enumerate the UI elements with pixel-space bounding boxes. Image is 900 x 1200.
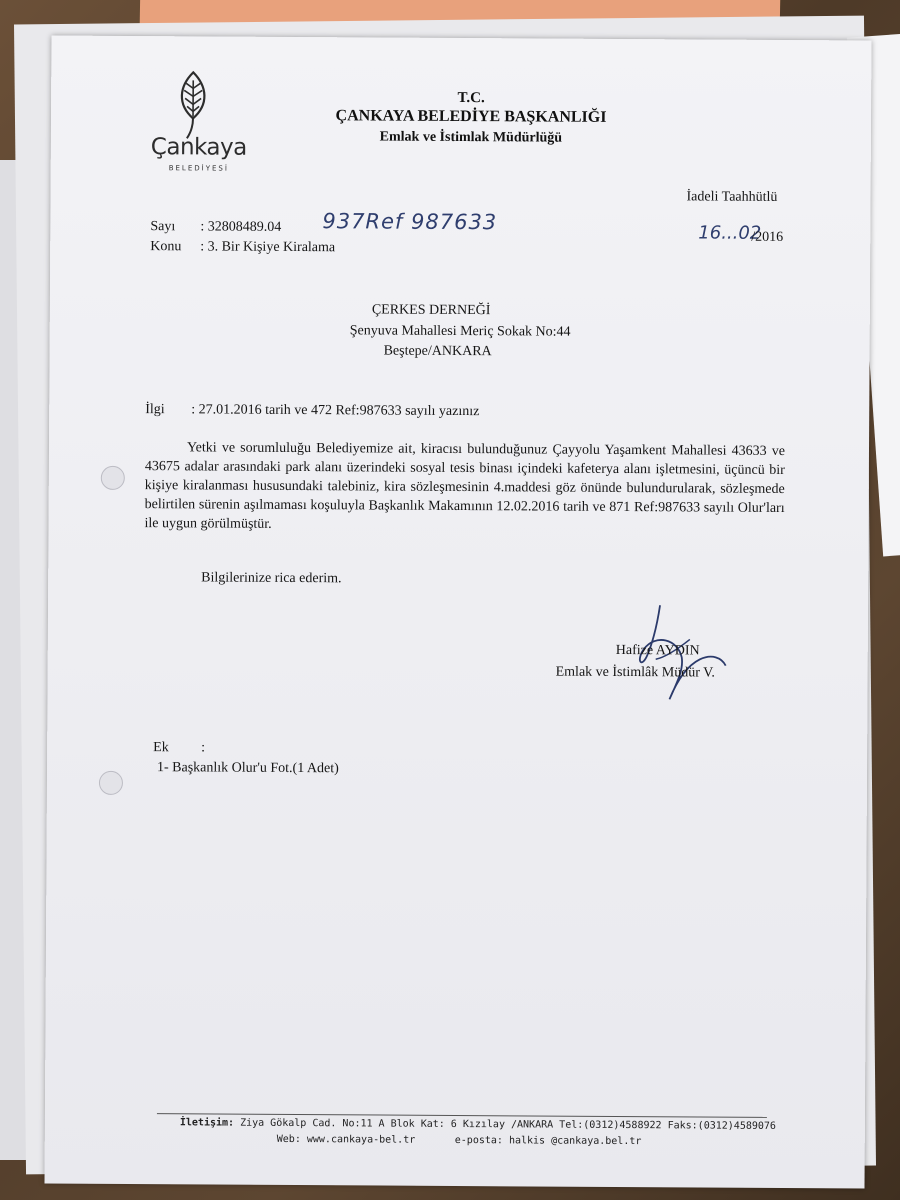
- footer-email: e-posta: halkis @cankaya.bel.tr: [454, 1134, 642, 1148]
- punch-hole-top: [101, 466, 125, 490]
- footer-contact-label: İletişim:: [179, 1117, 235, 1129]
- recipient-name: ÇERKES DERNEĞİ: [371, 302, 491, 319]
- recipient-address-line2: Beştepe/ANKARA: [383, 343, 492, 360]
- footer-tel: Tel:(0312)4588922: [559, 1119, 662, 1132]
- footer-fax: Faks:(0312)4589076: [667, 1120, 776, 1132]
- sayi-value: : 32808489.04: [200, 219, 282, 235]
- header-institution: ÇANKAYA BELEDİYE BAŞKANLIĞI: [335, 107, 607, 126]
- recipient-address-line1: Şenyuva Mahallesi Meriç Sokak No:44: [349, 323, 571, 340]
- footer-web: Web: www.cankaya-bel.tr: [276, 1133, 416, 1146]
- sayi-handwritten-ref: 937Ref 987633: [322, 209, 498, 235]
- date-year: /2016: [751, 229, 784, 245]
- footer-address: Ziya Gökalp Cad. No:11 A Blok Kat: 6 Kızılay /ANKARA: [240, 1117, 554, 1131]
- attachment-item: 1- Başkanlık Olur'u Fot.(1 Adet): [156, 760, 339, 777]
- attachments-colon: :: [201, 740, 206, 756]
- logo-subtitle: BELEDİYESİ: [168, 164, 229, 173]
- closing-line: Bilgilerinize rica ederim.: [201, 570, 342, 587]
- ilgi-value: : 27.01.2016 tarih ve 472 Ref:987633 sayılı yazınız: [191, 402, 480, 420]
- header-tc: T.C.: [457, 89, 485, 107]
- cankaya-leaf-logo-icon: [173, 70, 213, 142]
- sayi-label: Sayı: [150, 219, 176, 235]
- signatory-name: Hafize AYDIN: [615, 642, 700, 659]
- footer-contact-row: [180, 1117, 776, 1132]
- konu-label: Konu: [150, 239, 182, 255]
- letter-body: Yetki ve sorumluluğu Belediyemize ait, kiracısı bulunduğunuz Çayyolu Yaşamkent Mahallesi 43633 ve 43675 adalar arasındaki park alanı üzerindeki sosyal tesis binası içindeki kafeterya alanı işletmesini, üçüncü bir kişiye kiralanması hususundaki talebiniz, kira sözleşmesinin 4.maddesi göz önünde bulundurularak, sözleşmede belirtilen sürenin aşılmaması koşuluyla Başkanlık Makamının 12.02.2016 tarih ve 871 Ref:987633 sayılı Olur'ları ile uygun görülmüştür.: [144, 440, 786, 532]
- date-handwritten: 16...02: [698, 222, 762, 244]
- letter-page: [45, 36, 872, 1189]
- ilgi-label: İlgi: [145, 402, 165, 418]
- delivery-type: İadeli Taahhütlü: [686, 189, 778, 205]
- attachments-label: Ek: [153, 740, 169, 756]
- signatory-title: Emlak ve İstimlâk Müdür V.: [555, 664, 715, 681]
- punch-hole-bottom: [99, 771, 123, 795]
- logo-wordmark: Çankaya: [150, 134, 247, 161]
- konu-value: : 3. Bir Kişiye Kiralama: [200, 239, 336, 256]
- header-department: Emlak ve İstimlak Müdürlüğü: [379, 129, 563, 146]
